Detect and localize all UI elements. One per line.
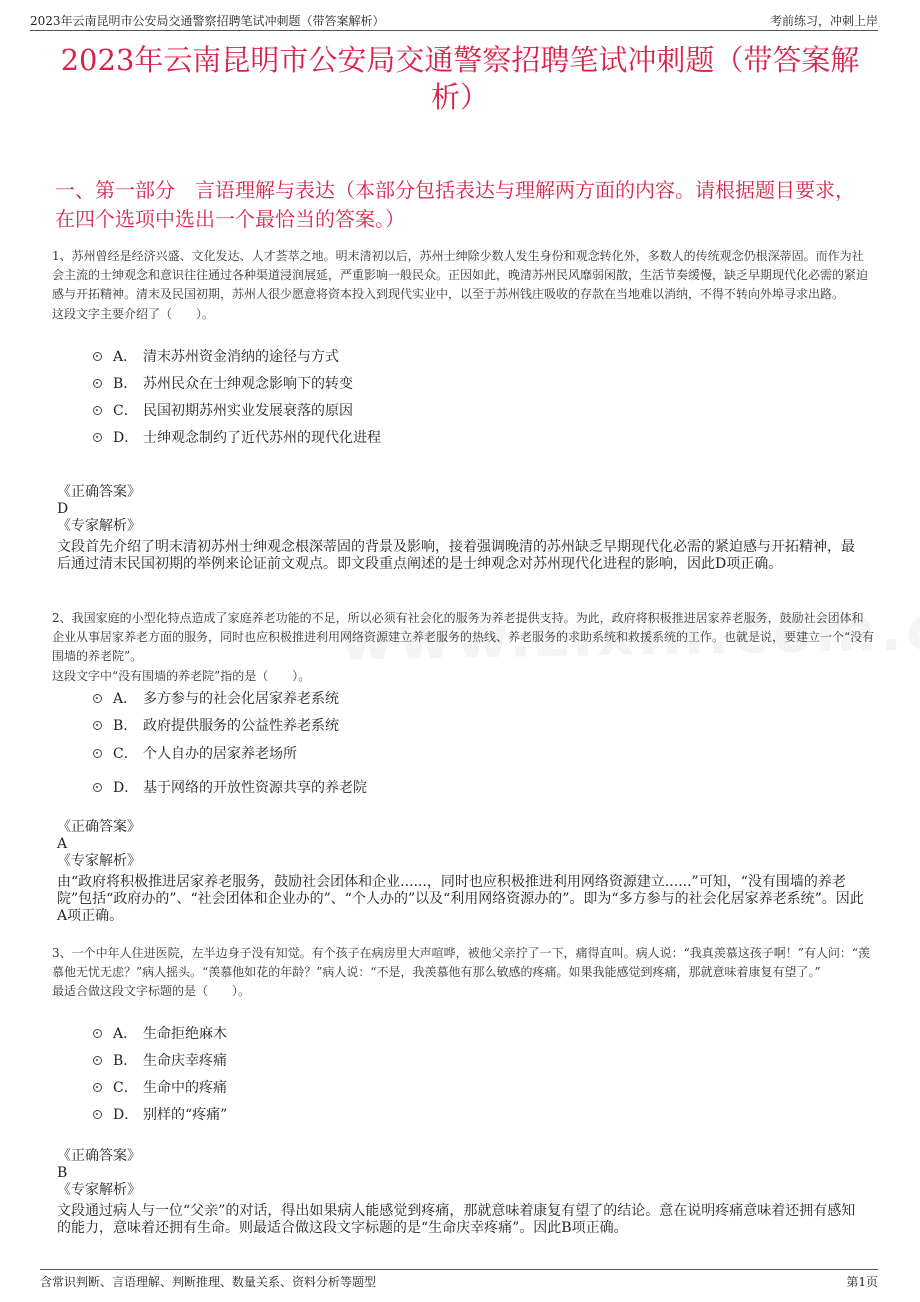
page-header	[30, 10, 878, 31]
answer-value: D	[57, 501, 69, 517]
question-1-answer: 《正确答案》 D 《专家解析》	[57, 484, 868, 535]
question-2-text: 2、我国家庭的小型化特点造成了家庭养老功能的不足，所以必须有社会化的服务为养老提供支持。为此，政府将积极推进居家养老服务，鼓励社会团体和企业从事居家养老方面的服务，同时也应积极推进利用网络资源建立养老服务的热线、养老服务的求助系统和救援系统的工作。也就是说，要建立一个“没有围墙的养老院”。	[52, 611, 875, 664]
question-1-analysis: 文段首先介绍了明末清初苏州士绅观念根深蒂固的背景及影响，接着强调晚清的苏州缺乏早期现代化必需的紧迫感与开拓精神，最后通过清末民国初期的举例来论证前文观点。即文段重点阐述的是士绅观念对苏州现代化进程的影响，因此D项正确。	[57, 539, 855, 572]
radio-icon[interactable]	[93, 352, 102, 361]
radio-icon[interactable]	[93, 406, 102, 415]
question-3-prompt: 最适合做这段文字标题的是（ ）。	[52, 984, 251, 999]
question-3-analysis: 文段通过病人与一位“父亲”的对话，得出如果病人能感觉到疼痛，那就意味着康复有望了的结论。意在说明疼痛意味着还拥有感知的能力，意味着还拥有生命。则最适合做这段文字标题的是“生命庆幸疼痛”。因此B项正确。	[57, 1203, 856, 1236]
radio-icon[interactable]	[93, 783, 102, 792]
question-2-answer: 《正确答案》 A 《专家解析》	[57, 819, 868, 870]
radio-icon[interactable]	[93, 1110, 102, 1119]
radio-icon[interactable]	[93, 694, 102, 703]
page-footer	[40, 1269, 878, 1290]
header-slogan: 考前练习，冲刺上岸	[769, 14, 878, 28]
radio-icon[interactable]	[93, 433, 102, 442]
radio-icon[interactable]	[93, 1083, 102, 1092]
radio-icon[interactable]	[93, 749, 102, 758]
page-title: 2023年云南昆明市公安局交通警察招聘笔试冲刺题（带答案解析）	[60, 43, 860, 114]
header-doc-title: 2023年云南昆明市公安局交通警察招聘笔试冲刺题（带答案解析）	[30, 14, 385, 28]
footer-note: 含常识判断、言语理解、判断推理、数量关系、资料分析等题型	[40, 1275, 377, 1289]
section-heading: 一、第一部分 言语理解与表达（本部分包括表达与理解两方面的内容。请根据题目要求，在四个选项中选出一个最恰当的答案。）	[55, 178, 855, 231]
radio-icon[interactable]	[93, 379, 102, 388]
question-3-text: 3、一个中年人住进医院，左半边身子没有知觉。有个孩子在病房里大声喧哗，被他父亲拧了一下，痛得直叫。病人说：“我真羡慕这孩子啊！”有人问：“羡慕他无忧无虑？”病人摇头。“羡慕他如花的年龄？”病人说：“不是，我羡慕他有那么敏感的疼痛。如果我能感觉到疼痛，那就意味着康复有望了。”	[52, 946, 871, 980]
radio-icon[interactable]	[93, 721, 102, 730]
question-2-prompt: 这段文字中“没有围墙的养老院”指的是（ ）。	[52, 668, 311, 683]
question-1-prompt: 这段文字主要介绍了（ ）。	[52, 306, 215, 321]
question-1	[52, 247, 875, 324]
radio-icon[interactable]	[93, 1056, 102, 1065]
question-2-analysis: 由“政府将积极推进居家养老服务，鼓励社会团体和企业......，同时也应积极推进利用网络资源建立......”可知，“没有围墙的养老院”包括“政府办的”、“社会团体和企业办的”、“个人办的”以及“利用网络资源办的”。即为“多方参与的社会化居家养老系统”。因此A项正确。	[57, 874, 864, 924]
answer-value: A	[57, 836, 68, 852]
question-2	[52, 609, 875, 686]
answer-value: B	[57, 1165, 68, 1181]
question-3	[52, 944, 875, 1002]
page-number: 第1页	[846, 1275, 878, 1289]
question-3-answer: 《正确答案》 B 《专家解析》	[57, 1148, 868, 1199]
radio-icon[interactable]	[93, 1029, 102, 1038]
question-1-text: 1、苏州曾经是经济兴盛、文化发达、人才荟萃之地。明末清初以后，苏州士绅除少数人发生身份和观念转化外，多数人的传统观念仍根深蒂固。而作为社会主流的士绅观念和意识往往通过各种渠道浸润展延，严重影响一般民众。正因如此，晚清苏州民风靡弱闲散，生活节奏缓慢，缺乏早期现代化必需的紧迫感与开拓精神。清末及民国初期，苏州人很少愿意将资本投入到现代实业中，以至于苏州钱庄吸收的存款在当地难以消纳，不得不转向外埠寻求出路。	[52, 249, 869, 302]
